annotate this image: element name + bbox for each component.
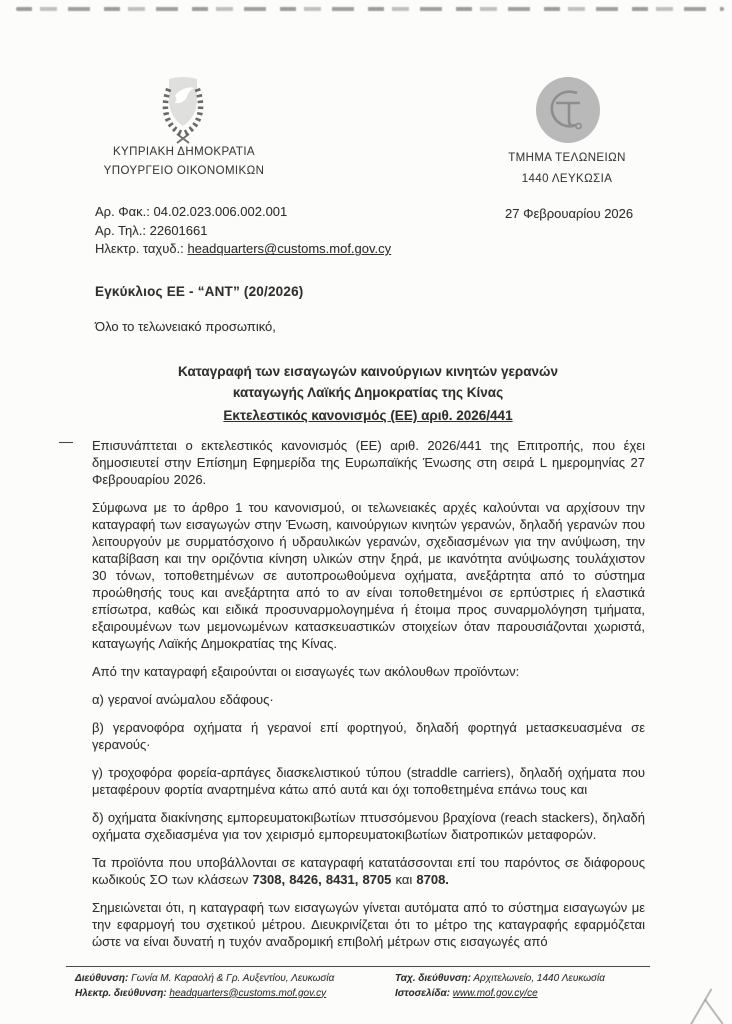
salutation: Όλο το τελωνειακό προσωπικό, (95, 319, 276, 334)
department-postal: 1440 ΛΕΥΚΩΣΙΑ (521, 172, 613, 185)
reference-block (95, 203, 391, 259)
issuing-authority-right (478, 148, 656, 189)
paragraph-note-automatic: Σημειώνεται ότι, η καταγραφή των εισαγωγών γίνεται αυτόματα από το σύστημα εισαγωγών με την εφαρμογή του σχετικού μέτρου. Διευκρινίζεται ότι το μέτρο της καταγραφής εφαρμόζεται ώστε να είναι δυνατή η τυχόν αναδρομική επιβολή μέτρων στις εισαγωγές από (92, 900, 645, 949)
subject-line-1: Καταγραφή των εισαγωγών καινούργιων κινητών γερανών (178, 364, 558, 379)
cn-code-last-bold: 8708. (416, 872, 449, 887)
paragraph-registration-scope: Σύμφωνα με το άρθρο 1 του κανονισμού, οι τελωνειακές αρχές καλούνται να αρχίσουν την καταγραφή των εισαγωγών στην Ένωση, καινούργιων κινητών γερανών, δηλαδή γερανών που λειτουργούν με συρματόσχοινο ή υδραυλικών γερανών, σχεδιασμένων για την ανύψωση, την καταβίβαση και την οριζόντια κίνηση υλικών στην ξηρά, με ικανότητα ανύψωσης τουλάχιστον 30 τόνων, τοποθετημένων σε αυτοπροωθούμενα οχήματα, ανεξάρτητα από το σύστημα προώθησής τους και ανεξάρτητα από το αν είναι τοποθετημένοι σε ερπύστριες ή ελαστικά επίσωτρα, καθώς και ειδικά προσυναρμολογημένα ή έτοιμα προς συναρμολόγηση τμήματα, εξαιρουμένων των μεμονωμένων κατασκευαστικών στοιχείων όταν παρουσιάζονται χωριστά, καταγωγής Λαϊκής Δημοκρατίας της Κίνας. (92, 500, 645, 651)
cyprus-coat-of-arms-icon (150, 73, 216, 149)
footer-postal-line: Ταχ. διεύθυνση: Αρχιτελωνείο, 1440 Λευκωσία (395, 973, 605, 984)
page-footer (0, 958, 732, 1024)
document-date: 27 Φεβρουαρίου 2026 (505, 206, 634, 221)
margin-dash-marker: — (59, 433, 73, 449)
customs-department-seal-icon (535, 76, 601, 144)
footer-website-url: www.mof.gov.cy/ce (452, 987, 538, 999)
paragraph-cn-codes: Τα προϊόντα που υποβάλλονται σε καταγραφή κατατάσσονται επί του παρόντος σε διάφορους κωδικούς ΣΟ των κλάσεων 7308, 8426, 8431, 8705 και 8708. (92, 855, 645, 887)
cn-codes-bold: 7308, 8426, 8431, 8705 (252, 872, 392, 887)
paragraph-exclusions-intro: Από την καταγραφή εξαιρούνται οι εισαγωγές των ακόλουθων προϊόντων: (92, 664, 520, 679)
subject-block (90, 361, 646, 426)
ministry-name: ΥΠΟΥΡΓΕΙΟ ΟΙΚΟΝΟΜΙΚΩΝ (103, 165, 265, 177)
list-item-c: γ) τροχοφόρα φορεία-αρπάγες διασκελιστικού τύπου (straddle carriers), δηλαδή οχήματα που μεταφέρουν φορτία αναρτημένα κάτω από αυτά και όχι τοποθετημένα επάνω τους και (92, 765, 645, 797)
footer-website-line: Ιστοσελίδα: www.mof.gov.cy/ce (395, 987, 538, 999)
footer-right-column (395, 972, 665, 1001)
list-item-d: δ) οχήματα διακίνησης εμπορευματοκιβωτίων πτυσσόμενου βραχίονα (reach stackers), δηλαδή οχήματα σχεδιασμένα για τον χειρισμό εμπορευματοκιβωτίων διατροπικών μεταφορών. (92, 810, 645, 842)
body-text (92, 437, 645, 961)
subject-line-2: καταγωγής Λαϊκής Δημοκρατίας της Κίνας (232, 385, 504, 400)
paragraph-attachment-note: Επισυνάπτεται ο εκτελεστικός κανονισμός (ΕΕ) αριθ. 2026/441 της Επιτροπής, που έχει δημοσιευτεί στην Επίσημη Εφημερίδα της Ευρωπαϊκής Ένωσης στη σειρά L ημερομηνίας 27 Φεβρουαρίου 2026. (92, 438, 645, 487)
scanner-artifact-strip (16, 7, 724, 11)
circular-number: Εγκύκλιος ΕΕ - “ΑΝΤ” (20/2026) (95, 284, 304, 299)
footer-left-column (75, 972, 380, 1001)
email-line: Ηλεκτρ. ταχυδ.: headquarters@customs.mof.gov.cy (95, 241, 392, 257)
issuing-authority-left (88, 143, 280, 181)
footer-divider (66, 966, 650, 967)
telephone-line: Αρ. Τηλ.: 22601661 (95, 222, 208, 238)
department-name: ΤΜΗΜΑ ΤΕΛΩΝΕΙΩΝ (508, 152, 626, 164)
republic-name: ΚΥΠΡΙΑΚΗ ΔΗΜΟΚΡΑΤΙΑ (112, 146, 256, 158)
file-number-line: Αρ. Φακ.: 04.02.023.006.002.001 (95, 204, 288, 219)
footer-email-address: headquarters@customs.mof.gov.cy (169, 987, 327, 999)
email-address: headquarters@customs.mof.gov.cy (187, 241, 392, 257)
list-item-b: β) γερανοφόρα οχήματα ή γερανοί επί φορτηγού, δηλαδή φορτηγά μετασκευασμένα σε γερανούς· (92, 720, 645, 752)
subject-regulation: Εκτελεστικός κανονισμός (ΕΕ) αριθ. 2026/441 (223, 408, 513, 423)
footer-email-line: Ηλεκτρ. διεύθυνση: headquarters@customs.mof.gov.cy (75, 987, 327, 999)
list-item-a: α) γερανοί ανώμαλου εδάφους· (92, 692, 274, 707)
footer-address-line: Διεύθυνση: Γωνία Μ. Καραολή & Γρ. Αυξεντίου, Λευκωσία (75, 973, 335, 984)
